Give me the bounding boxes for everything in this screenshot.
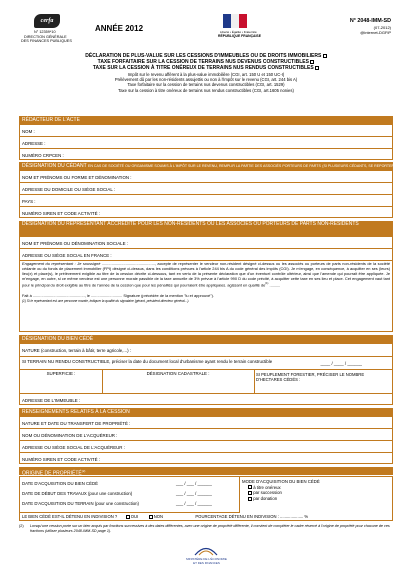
title-line3: TAXE SUR LA CESSION À TITRE ONÉREUX DE TERRAINS NUS RENDUS CONSTRUCTIBLES [92,65,314,72]
title-sub4: Taxe sur la cession à titre onéreux de terrains nus rendus constructibles (CGI, art.1605 nonies) [118,87,294,93]
origine-date-acq-input[interactable]: ___ / ___ / ______ [176,481,212,486]
representant-nom-label: NOM ET PRÉNOMS OU DÉNOMINATION SOCIALE : [22,241,128,246]
bien-adresse-field[interactable] [20,394,392,406]
engagement-note: (1) Si le représentant est une personne morale, indiquer la qualité du signataire (gérant, président-directeur général...). [22,298,190,303]
section-cedant-header [19,162,410,170]
direction-line2: DES FINANCES PUBLIQUES [21,39,72,43]
redacteur-adresse-field[interactable] [20,137,392,149]
bien-nature-field[interactable] [20,344,392,357]
bien-terrain-date[interactable]: ____ / ____ / ______ [320,361,362,366]
representant-adresse-label: ADRESSE OU SIÈGE SOCIAL EN FRANCE : [22,253,112,258]
marianne-logo [223,14,247,28]
section-representant [19,236,393,332]
redacteur-nom-field[interactable] [20,125,392,137]
section-redacteur-header: RÉDACTEUR DE L'ACTE [19,116,393,124]
cession-siren-label: NUMÉRO SIREN ET CODE ACTIVITÉ : [22,457,100,462]
bien-terrain-label: SI TERRAIN NU RENDU CONSTRUCTIBLE, préciser la date du document local d'urbanisme ayant rendu le terrain constructible [22,359,273,364]
section-bien [19,343,393,405]
bien-adresse-label: ADRESSE DE L'IMMEUBLE : [22,398,81,403]
engagement-fait-a[interactable]: Fait à ................................................, le ............................. Signature (précédée de la mention "lu et approuvé"). [22,292,214,298]
cedant-heading-note: (SI PLUSIEURS CÉDANTS, SE REPORTER PAGE 3) [322,164,410,168]
cerfa-number: N° 12359*10 [34,30,56,34]
section-representant-header: DÉSIGNATION DU REPRÉSENTANT ACCRÉDITÉ POUR LES NON-RÉSIDENTS OU LES ASSOCIÉS OU PORTEURS DE PARTS NON-RÉSIDENTS [19,221,393,236]
cession-adresse-label: ADRESSE OU SIÈGE SOCIAL DE L'ACQUÉREUR : [22,445,125,450]
cedant-pays-field[interactable] [20,195,392,207]
origine-heading-sup: (2) [81,469,86,473]
representant-engagement: Engagement du représentant : Je soussigné ................................................., accepte de représenter le vendeur non-résident désigné ci-dessus ou les associés ou porteurs de parts non-résidents de la société cédante ou du fonds de placement immobilier (FPI) désigné ci-dessus, dans les conditions prévues à l'article 244 bis A du code général des impôts (CGI). Je m'engage, en conséquence, à acquitter en ses (leurs) lieu(x) et place(s), le prélèvement exigible au titre de la cession décrite ci-dessous, tant en vertu de la présente déclaration que d'un éventuel contrôle ultérieur, ainsi que l'amende qui pourrait être appliquée. Je m'engage, en outre, si ce même vendeur est une personne morale passible de la taxe annuelle de 3% prévue à l'article 990 D du code précité, à acquitter cette taxe en ses lieu et place. Cet engagement vaut tant pour le principal du droit exigible au titre de l'année de la cession que pour les pénalités qui pourraient être appliquées. agissant en qualité $de^{(1)}$ .......... Fait à ................................................, le ............................. Signature (précédée de la mention "lu et approuvé"). (1) Si le représentant est une personne morale, indiquer la qualité du signataire (gérant, président-directeur général...). [22,261,391,303]
footnote-number: (2) [19,524,24,528]
title-line2: TAXE FORFAITAIRE SUR LA CESSION DE TERRAINS NUS DEVENUS CONSTRUCTIBLES [97,59,309,66]
cedant-heading-note2: EN CAS DE SOCIÉTÉ OU ORGANISME SOUMIS À L'IMPÔT SUR LE REVENU, REMPLIR LA PARTIE DES ASSOCIÉS PORTEURS DE PARTS [87,164,321,168]
cedant-heading: DÉSIGNATION DU CÉDANT [22,163,87,169]
section-cession [19,416,393,464]
origine-date-terrain-input[interactable]: ___ / ___ / ______ [176,501,212,506]
origine-date-acq-label: DATE D'ACQUISITION DU BIEN CÉDÉ [22,481,98,486]
cedant-siren-field[interactable] [20,207,392,219]
origine-dates [20,477,240,513]
section-origine-header [19,467,393,475]
cedant-nom-field[interactable] [20,171,392,183]
form-date: (07-2012) [373,25,391,30]
form-number: N° 2048-IMM-SD [349,18,391,24]
cedant-pays-label: PAYS : [22,199,36,204]
mode-donation-checkbox[interactable] [248,497,252,501]
title-checkbox-2[interactable] [310,60,314,64]
origine-mode-label: MODE D'ACQUISITION DU BIEN CÉDÉ [242,479,320,484]
cedant-siren-label: NUMÉRO SIREN ET CODE ACTIVITÉ : [22,211,100,216]
section-cedant [19,170,393,218]
title-sub1: Impôt sur le revenu afférent à la plus-value immobilière (CGI, art. 150 U et 150 UC-I) [127,71,285,77]
title-block [19,53,393,93]
indivision-non-label: NON [153,514,164,519]
engagement-intro: Engagement du représentant : Je soussigné [22,261,101,266]
bien-superficie-row [20,370,392,394]
bien-peuplement-field[interactable]: SI PEUPLEMENT FORESTIER, PRÉCISER LE NOMBRE D'HECTARES CÉDÉS : [256,372,365,383]
origine-heading: ORIGINE DE PROPRIÉTÉ [22,470,82,477]
section-origine [19,476,393,521]
mode-succession-checkbox[interactable] [248,491,252,495]
mode-onereux-checkbox[interactable] [248,485,252,489]
mode-onereux-label: à titre onéreux [253,484,281,490]
bien-superficie-field[interactable]: SUPERFICIE : [20,370,103,394]
redacteur-adresse-label: ADRESSE : [22,141,46,146]
mode-donation-label: par donation [253,495,278,501]
title-checkbox-3[interactable] [315,66,319,70]
ministry-line1: MINISTÈRE DE L'ÉCONOMIE [186,557,227,561]
cession-nature-date-label: NATURE ET DATE DU TRANSFERT DE PROPRIÉTÉ : [22,421,131,426]
indivision-pourcentage[interactable]: POURCENTAGE DÉTENU EN INDIVISION : .................... % [195,514,309,519]
section-cession-header: RENSEIGNEMENTS RELATIFS À LA CESSION [19,408,393,416]
republic-name: RÉPUBLIQUE FRANÇAISE [218,34,261,38]
title-checkbox-1[interactable] [323,54,327,58]
bien-cadastre-field[interactable]: DÉSIGNATION CADASTRALE : [102,370,255,394]
year-title: ANNÉE 2012 [95,24,144,33]
cedant-adresse-label: ADRESSE DU DOMICILE OU SIÈGE SOCIAL : [22,187,116,192]
title-sub2: Prélèvement dû par les non-résidents assujettis ou non à l'impôt sur le revenu (CGI, art. 244 bis A) [114,77,298,83]
representant-adresse-field[interactable] [20,249,392,261]
origine-indivision-row [22,514,390,519]
representant-nom-field[interactable] [20,237,392,249]
ministry-emblem-icon [191,544,221,556]
redacteur-crpcen-field[interactable] [20,149,392,161]
ministry-logo [191,543,221,555]
cession-acquereur-field[interactable] [20,429,392,441]
title-sub3: Taxe forfaitaire sur la cession de terrains nus devenus constructibles (CGI, art. 1529) [127,82,285,88]
title-line1: DÉCLARATION DE PLUS-VALUE SUR LES CESSIONS D'IMMEUBLES OU DE DROITS IMMOBILIERS [85,53,322,59]
origine-date-debut-input[interactable]: ___ / ___ / ______ [176,491,212,496]
section-redacteur [19,124,393,160]
indivision-non-checkbox[interactable] [149,515,153,519]
bien-terrain-field[interactable] [20,357,392,370]
origine-date-terrain-label: DATE D'ACQUISITION DU TERRAIN (pour une construction) [22,501,139,506]
cedant-nom-label: NOM ET PRÉNOMS OU FORME ET DÉNOMINATION : [22,175,132,180]
section-bien-header: DÉSIGNATION DU BIEN CÉDÉ [19,335,393,343]
origine-date-debut-label: DATE DE DÉBUT DES TRAVAUX (pour une construction) [22,491,133,496]
indivision-question: LE BIEN CÉDÉ EST-IL DÉTENU EN INDIVISION ? [22,514,118,519]
ministry-line2: ET DES FINANCES [193,561,220,565]
redacteur-nom-label: NOM : [22,129,35,134]
indivision-oui-label: OUI [130,514,139,519]
bien-nature-label: NATURE (construction, terrain à bâtir, terre agricole,...) : [22,348,131,353]
engagement-text: ..., accepte de représenter le vendeur non-résident désigné ci-dessus ou les associés ou porteurs de parts non-résidents de la société cédante ou du fonds de placement immobilier (FPI) désigné ci-dessus, dans les conditions prévues à l'article 244 bis A du code général des impôts (CGI). Je m'engage, en conséquence, à acquitter en ses (leurs) lieu(x) et place(s), le prélèvement exigible au titre de la cession décrite ci-dessous, tant en vertu de la présente déclaration que d'un éventuel contrôle ultérieur, ainsi que l'amende qui pourrait être appliquée. Je m'engage, en outre, si ce même vendeur est une personne morale passible de la taxe annuelle de 3% prévue à l'article 990 D du code précité, à acquitter cette taxe en ses lieu et place. Cet engagement vaut tant pour le principal du droit exigible au titre de l'année de la cession que pour les pénalités qui pourraient être appliquées. [22,261,391,287]
republic-motto: Liberté • Égalité • Fraternité [220,30,257,34]
form-source: @internet-DGFiP [360,30,391,35]
mode-succession-label: par succession [253,490,282,496]
engagement-agissant: agissant en qualité de [227,281,266,287]
cession-acquereur-label: NOM OU DÉNOMINATION DE L'ACQUÉREUR : [22,433,118,438]
cession-adresse-field[interactable] [20,441,392,453]
redacteur-crpcen-label: NUMÉRO CRPCEN : [22,153,64,158]
cession-nature-date-field[interactable] [20,417,392,429]
cession-siren-field[interactable] [20,453,392,465]
cedant-adresse-field[interactable] [20,183,392,195]
direction-line1: DIRECTION GÉNÉRALE [24,35,67,39]
origine-mode [242,479,392,501]
indivision-oui-checkbox[interactable] [126,515,130,519]
footnote-text: Lorsqu'une cession porte sur un bien acquis par fractions successives à des dates différentes, avec une origine de propriété différente, il convient de compléter le cadre réservé à l'origine de propriété pour chacune de ces fractions (utiliser plusieurs 2048-IMM-SD page 1). [30,524,390,533]
cerfa-logo: cerfa [34,14,60,28]
